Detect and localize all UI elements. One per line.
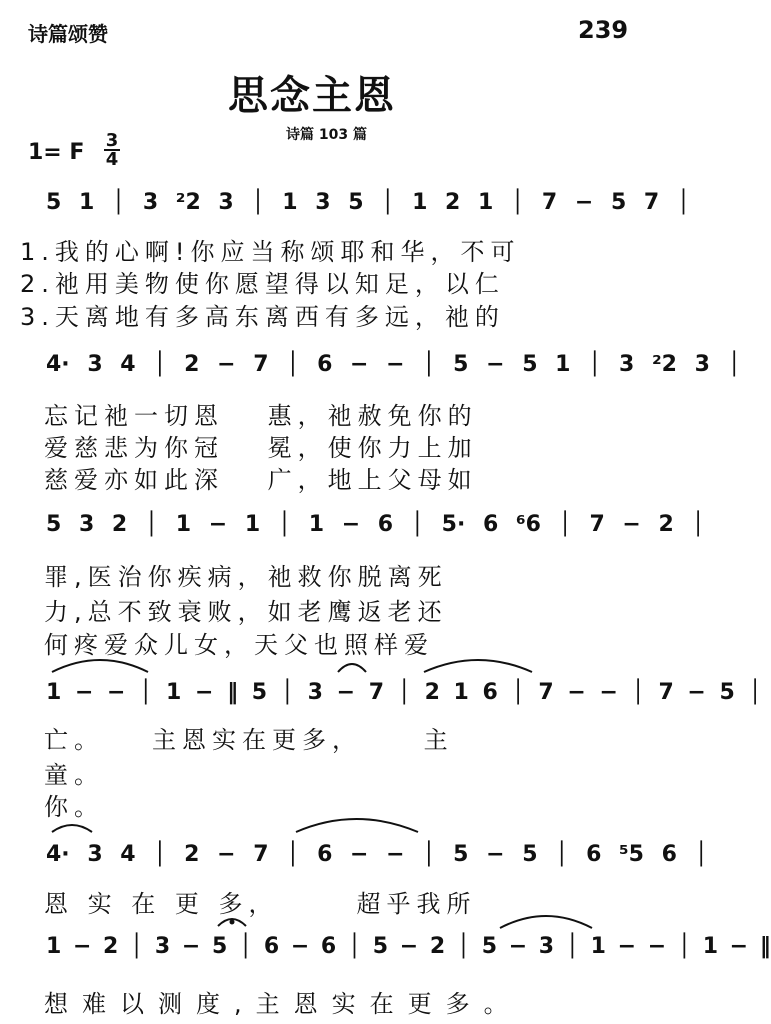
system-3-lyric-1: 罪,医治你疾病，祂救你脱离死 bbox=[44, 563, 448, 591]
fermata-dot bbox=[230, 920, 235, 925]
system-5-notes: 4· 3 4 │ 2 − 7 │ 6 − − │ 5 − 5 │ 6 ⁵5 6 │ bbox=[46, 842, 708, 867]
time-bottom: 4 bbox=[105, 149, 119, 170]
system-3-lyric-2: 力,总不致衰败，如老鹰返老还 bbox=[44, 598, 448, 626]
slur-5 bbox=[296, 819, 418, 832]
slur-1 bbox=[52, 660, 148, 672]
system-4-notes: 1 − − │ 1 − ‖ 5 │ 3 − 7 │ 2 1 6 │ 7 − − │ 7 − 5 │ bbox=[46, 680, 762, 705]
slur-3 bbox=[424, 660, 532, 672]
system-4-lyric-2: 童。 bbox=[44, 761, 104, 789]
system-1-lyric-1: 1.我的心啊!你应当称颂耶和华，不可 bbox=[20, 238, 521, 266]
system-5-lyric-1: 恩 实 在 更 多， 超乎我所 bbox=[44, 890, 477, 918]
system-2-lyric-2: 爱慈悲为你冠 冕，使你力上加 bbox=[44, 434, 478, 462]
system-1-notes: 5 1 │ 3 ²2 3 │ 1 3 5 │ 1 2 1 │ 7 − 5 7 │ bbox=[46, 190, 691, 215]
song-title: 思念主恩 bbox=[228, 73, 396, 119]
system-1-lyric-2: 2.祂用美物使你愿望得以知足，以仁 bbox=[20, 270, 505, 298]
system-2-notes: 4· 3 4 │ 2 − 7 │ 6 − − │ 5 − 5 1 │ 3 ²2 3 │ bbox=[46, 352, 741, 377]
system-6-lyric-1: 想难以测度,主恩实在更多。 bbox=[44, 990, 522, 1018]
system-2-lyric-1: 忘记祂一切恩 惠，祂赦免你的 bbox=[44, 402, 478, 430]
scripture-source: 诗篇 103 篇 bbox=[286, 127, 367, 143]
time-top: 3 bbox=[105, 130, 119, 151]
system-1-lyric-3: 3.天离地有多高东离西有多远，祂的 bbox=[20, 303, 505, 331]
system-4-lyric-3: 你。 bbox=[44, 793, 104, 821]
system-6-notes: 1 − 2 │ 3 − 5 │ 6 − 6 │ 5 − 2 │ 5 − 3 │ 1 − − │ 1 − ‖ bbox=[46, 934, 771, 959]
system-3-lyric-3: 何疼爱众儿女，天父也照样爱 bbox=[44, 631, 434, 659]
system-3-notes: 5 3 2 │ 1 − 1 │ 1 − 6 │ 5· 6 ⁶6 │ 7 − 2 │ bbox=[46, 512, 705, 537]
page-number: 239 bbox=[578, 16, 629, 44]
hymnal-name: 诗篇颂赞 bbox=[28, 22, 108, 46]
slur-6 bbox=[500, 916, 592, 928]
slur-4 bbox=[52, 825, 92, 832]
key-signature: 1= F bbox=[28, 140, 85, 165]
system-4-lyric-1: 亡。 主恩实在更多， 主 bbox=[44, 726, 454, 754]
slur-2 bbox=[338, 664, 366, 672]
system-2-lyric-3: 慈爱亦如此深 广，地上父母如 bbox=[44, 466, 478, 494]
